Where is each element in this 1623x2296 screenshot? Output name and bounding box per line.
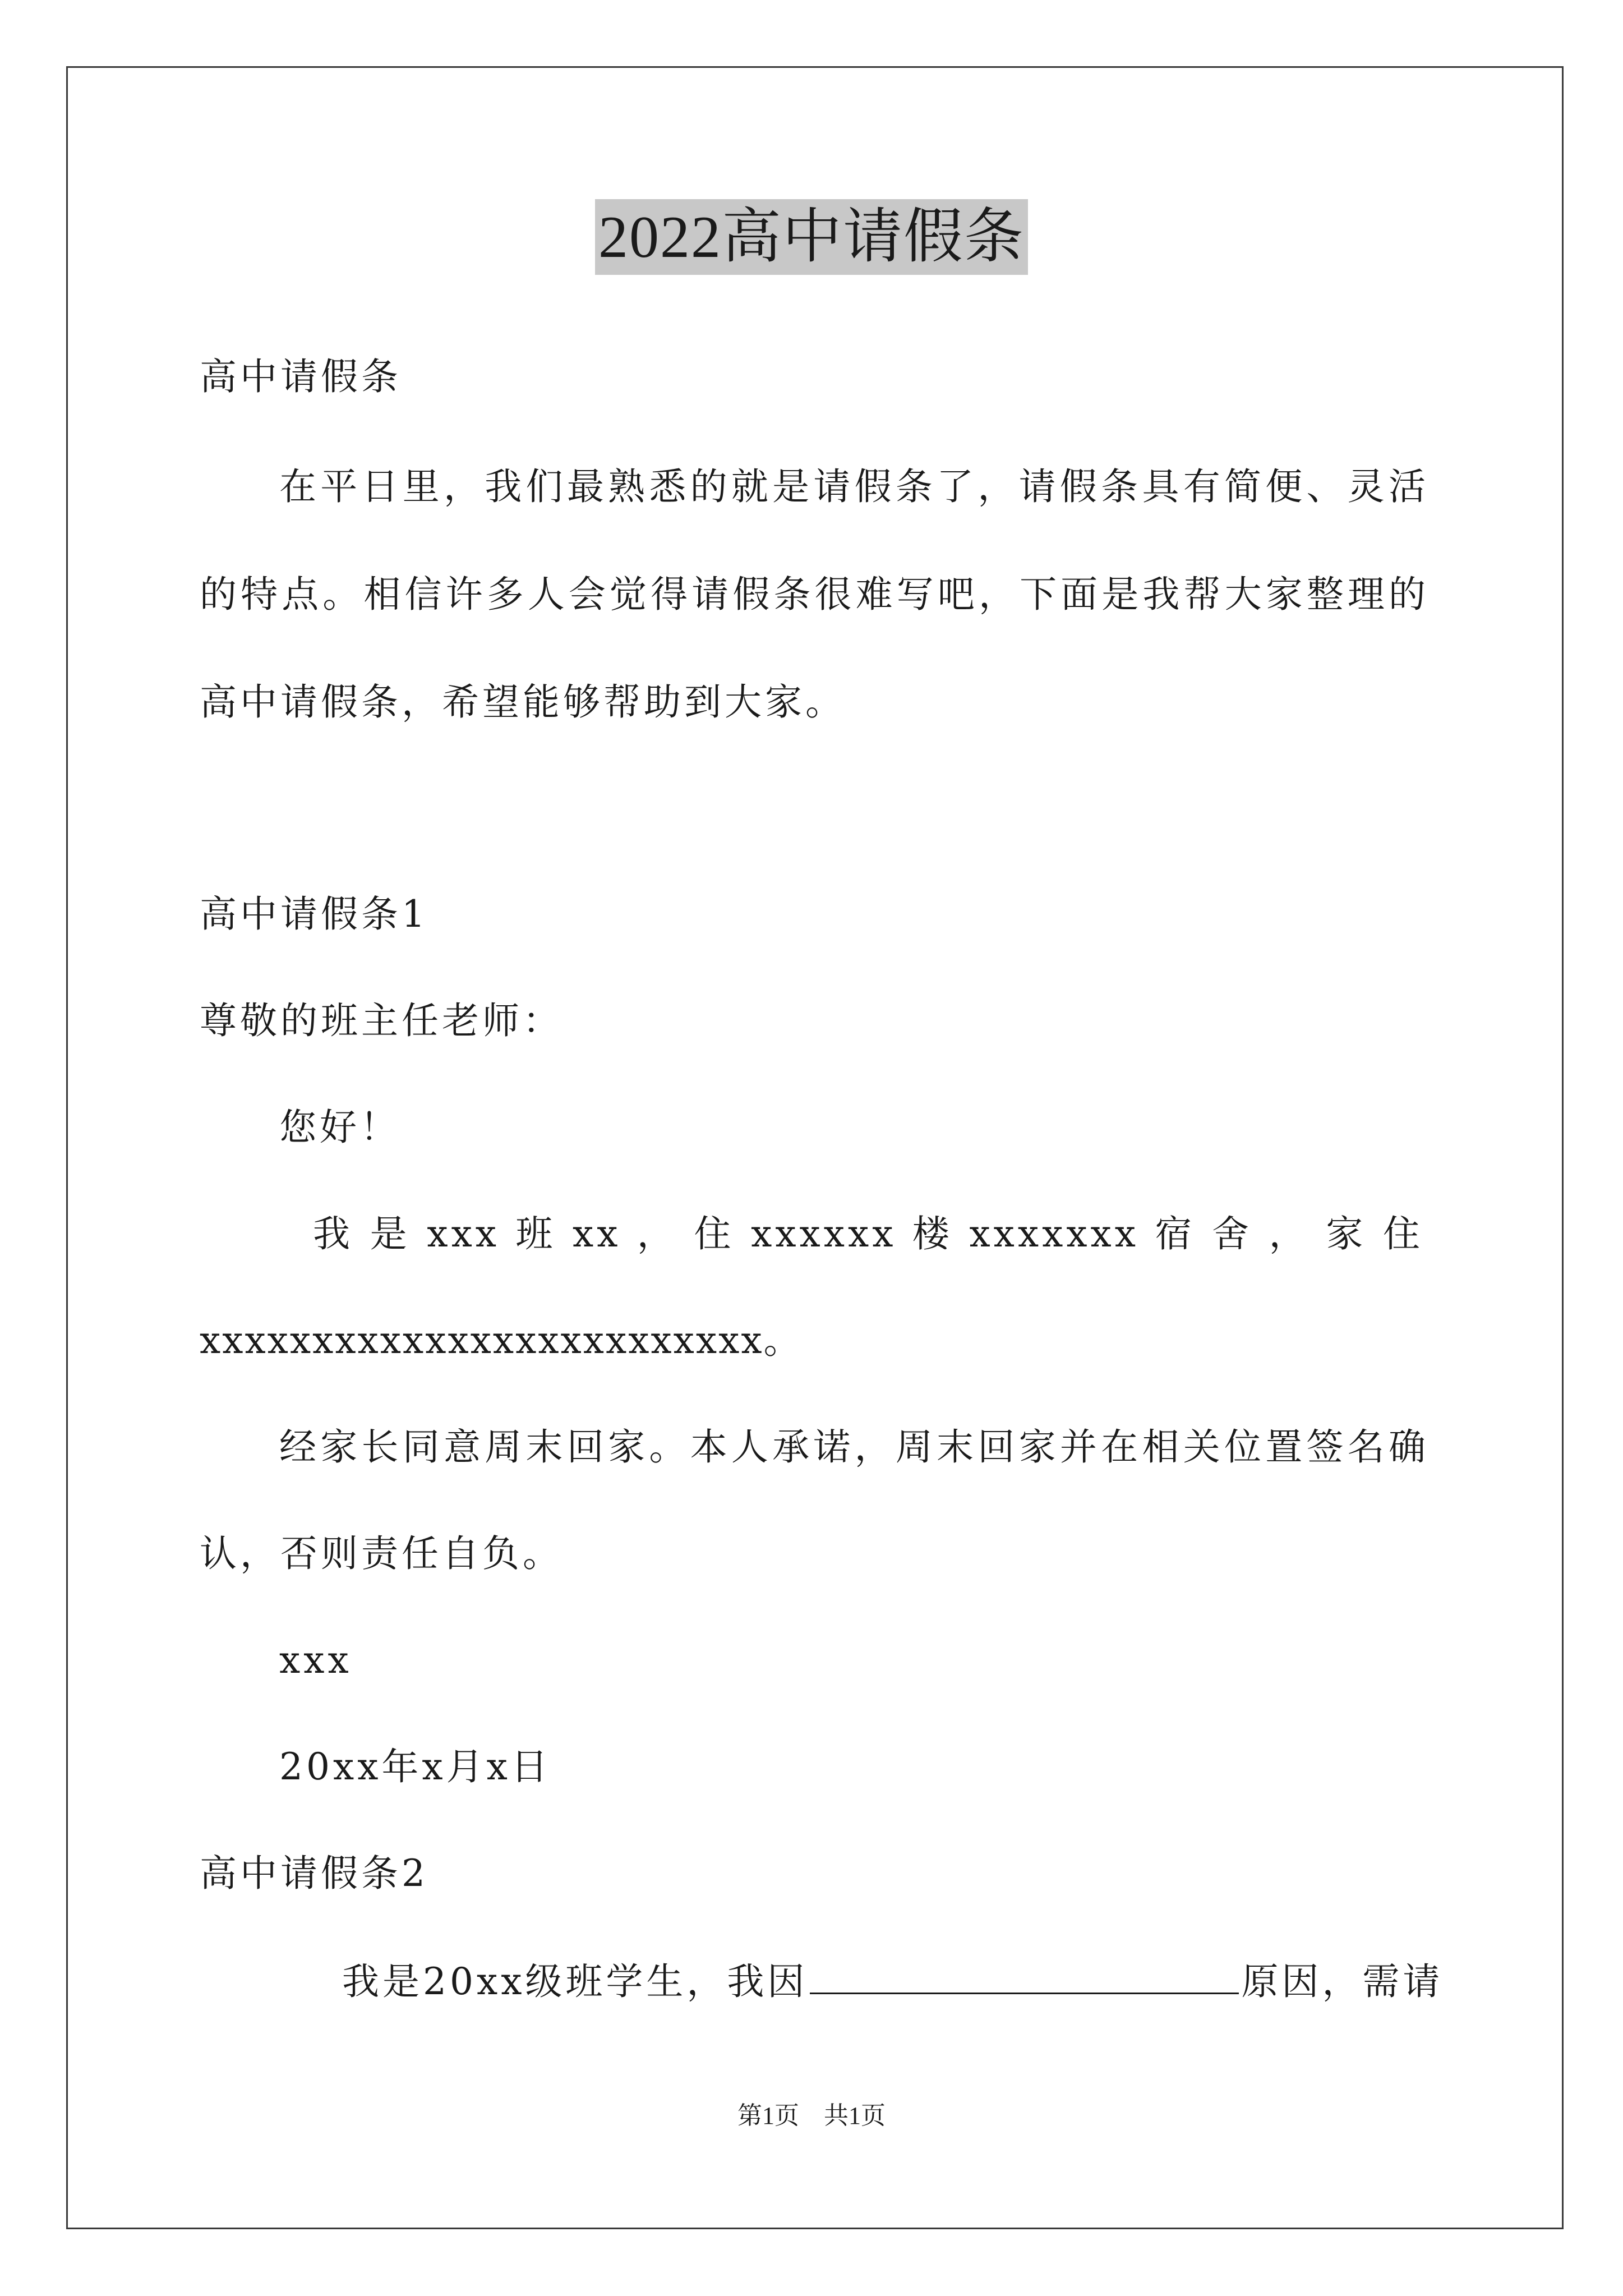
subtitle: 高中请假条: [200, 355, 402, 398]
intro-line-2: 的特点。相信许多人会觉得请假条很难写吧，下面是我帮大家整理的: [200, 573, 1429, 616]
body-line-3: 经家长同意周末回家。本人承诺，周末回家并在相关位置签名确: [279, 1425, 1429, 1469]
body-line-1: 我 是 xxx 班 xx ， 住 xxxxxx 楼 xxxxxxx 宿 舍 ， 家 住: [313, 1212, 1423, 1255]
intro-line-1: 在平日里，我们最熟悉的就是请假条了，请假条具有简便、灵活: [279, 465, 1429, 508]
body-line-2: xxxxxxxxxxxxxxxxxxxxxxxxx。: [200, 1319, 803, 1362]
body-line-4: 认，否则责任自负。: [200, 1532, 563, 1575]
signature: xxx: [279, 1639, 352, 1682]
section-2-line-1-prefix: 我是20xx级班学生，我因: [342, 1960, 808, 2003]
section-2-line-1: [342, 1958, 1443, 2004]
title-container: [0, 199, 1623, 275]
greeting: 您好！: [279, 1106, 400, 1149]
intro-line-3: 高中请假条，希望能够帮助到大家。: [200, 680, 846, 724]
document-title: 2022高中请假条: [595, 199, 1028, 275]
section-2-heading: 高中请假条2: [200, 1852, 428, 1895]
section-1-heading: 高中请假条1: [200, 892, 428, 936]
date: 20xx年x月x日: [279, 1745, 551, 1788]
salutation: 尊敬的班主任老师：: [200, 999, 563, 1042]
page-footer: 第1页 共1页: [737, 2102, 886, 2129]
fill-in-blank: [810, 1958, 1239, 1994]
section-2-line-1-suffix: 原因，需请: [1241, 1960, 1444, 2003]
